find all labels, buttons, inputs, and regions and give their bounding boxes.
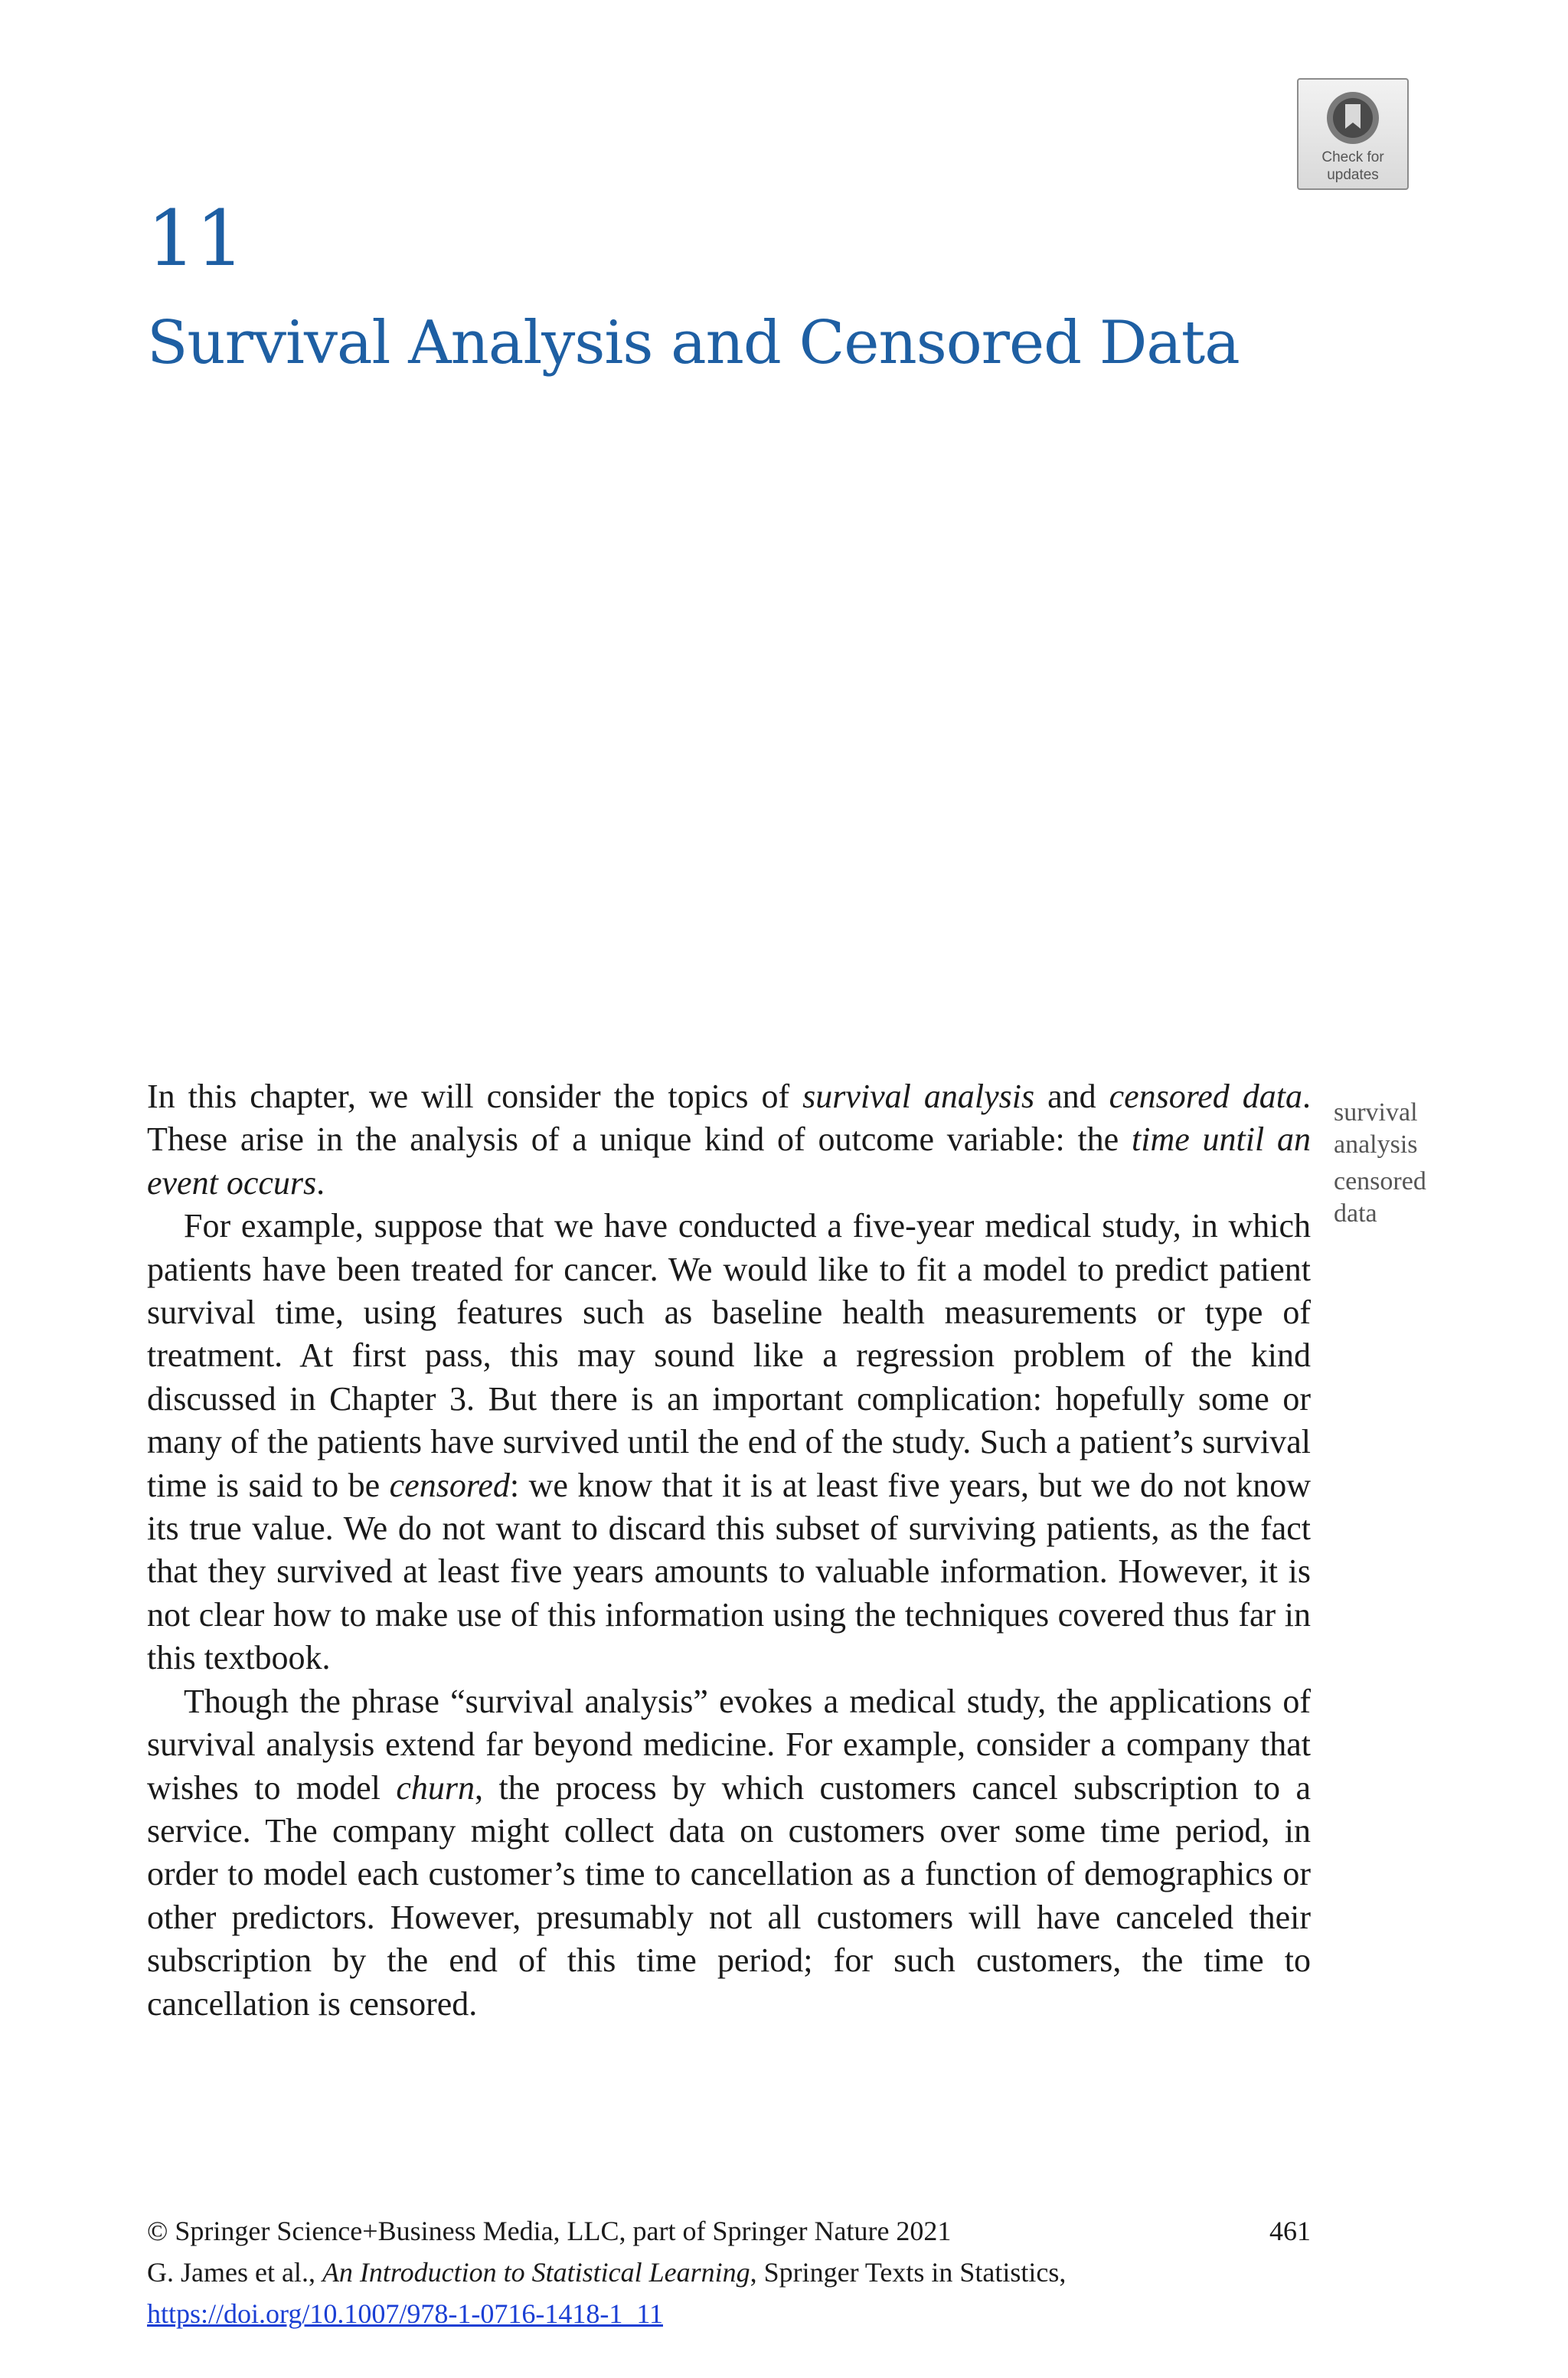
page-footer [147,2210,1311,2334]
chapter-number: 11 [147,194,245,283]
doi-link[interactable]: https://doi.org/10.1007/978-1-0716-1418-1_11 [147,2298,663,2329]
margin-note-line: survival [1334,1098,1418,1127]
citation-series: , Springer Texts in Statistics, [750,2257,1067,2288]
text-span: In this chapter, we will consider the topics of [147,1078,803,1115]
emphasis-censored-data: censored data [1109,1078,1302,1115]
margin-note-line: censored [1334,1167,1426,1196]
text-span: , the process by which customers cancel subscription to a service. The company might collect data on customers over some time period, in order to model each customer’s time to cancellation as a function of demographics or other predictors. However, presumably not all customers will have canceled their subscription by the end of this time period; for such customers, the time to cancellation is censored. [147,1768,1311,2023]
citation-line [147,2252,1311,2293]
text-span: . These arise in the analysis of a unique kind of outcome variable: the [147,1078,1311,1159]
text-span: . [316,1163,325,1202]
margin-notes [1334,1097,1517,1235]
text-span: For example, suppose that we have conducted a five-year medical study, in which patients have been treated for cancer. We would like to fit a model to predict patient survival time, using features such as baseline health measurements or type of treatment. At first pass, this may sound like a regression problem of the kind discussed in Chapter 3. But there is an important complication: hopefully some or many of the patients have survived until the end of the study. Such a patient’s survival time is said to be [147,1207,1311,1504]
badge-label-line1: Check for [1321,149,1384,165]
text-span: and [1034,1078,1109,1115]
page-number: 461 [1269,2216,1311,2246]
paragraph-intro [147,1075,1311,1205]
emphasis-churn: churn [396,1768,475,1807]
margin-note-survival-analysis [1334,1097,1517,1161]
margin-note-line: analysis [1334,1130,1418,1159]
text-span: Though the phrase “survival analysis” evokes a medical study, the applications of survival analysis extend far beyond medicine. For example, consider a company that wishes to model [147,1682,1311,1807]
chapter-body [147,1075,1311,2026]
citation-book-title: An Introduction to Statistical Learning [322,2257,750,2288]
paragraph-medical-example [147,1205,1311,1680]
emphasis-time-until-event: time until an event occurs [147,1120,1311,1202]
citation-authors: G. James et al., [147,2257,322,2288]
paragraph-churn-example [147,1680,1311,2026]
text-span: : we know that it is at least five years, but we do not know its true value. We do not want to discard this subset of surviving patients, as the fact that they survived at least five years amounts to valuable information. However, it is not clear how to make use of this information using the techniques covered thus far in this textbook. [147,1466,1312,1677]
emphasis-censored: censored [389,1466,510,1504]
margin-note-censored-data [1334,1166,1517,1230]
copyright-line: © Springer Science+Business Media, LLC, part of Springer Nature 2021 [147,2216,952,2246]
doi-line [147,2293,1311,2334]
emphasis-survival-analysis: survival analysis [802,1078,1035,1115]
margin-note-line: data [1334,1199,1377,1228]
badge-label-line2: updates [1327,167,1379,183]
crossmark-icon [1324,89,1382,147]
chapter-title: Survival Analysis and Censored Data [147,309,1240,378]
check-for-updates-badge[interactable] [1297,78,1409,190]
